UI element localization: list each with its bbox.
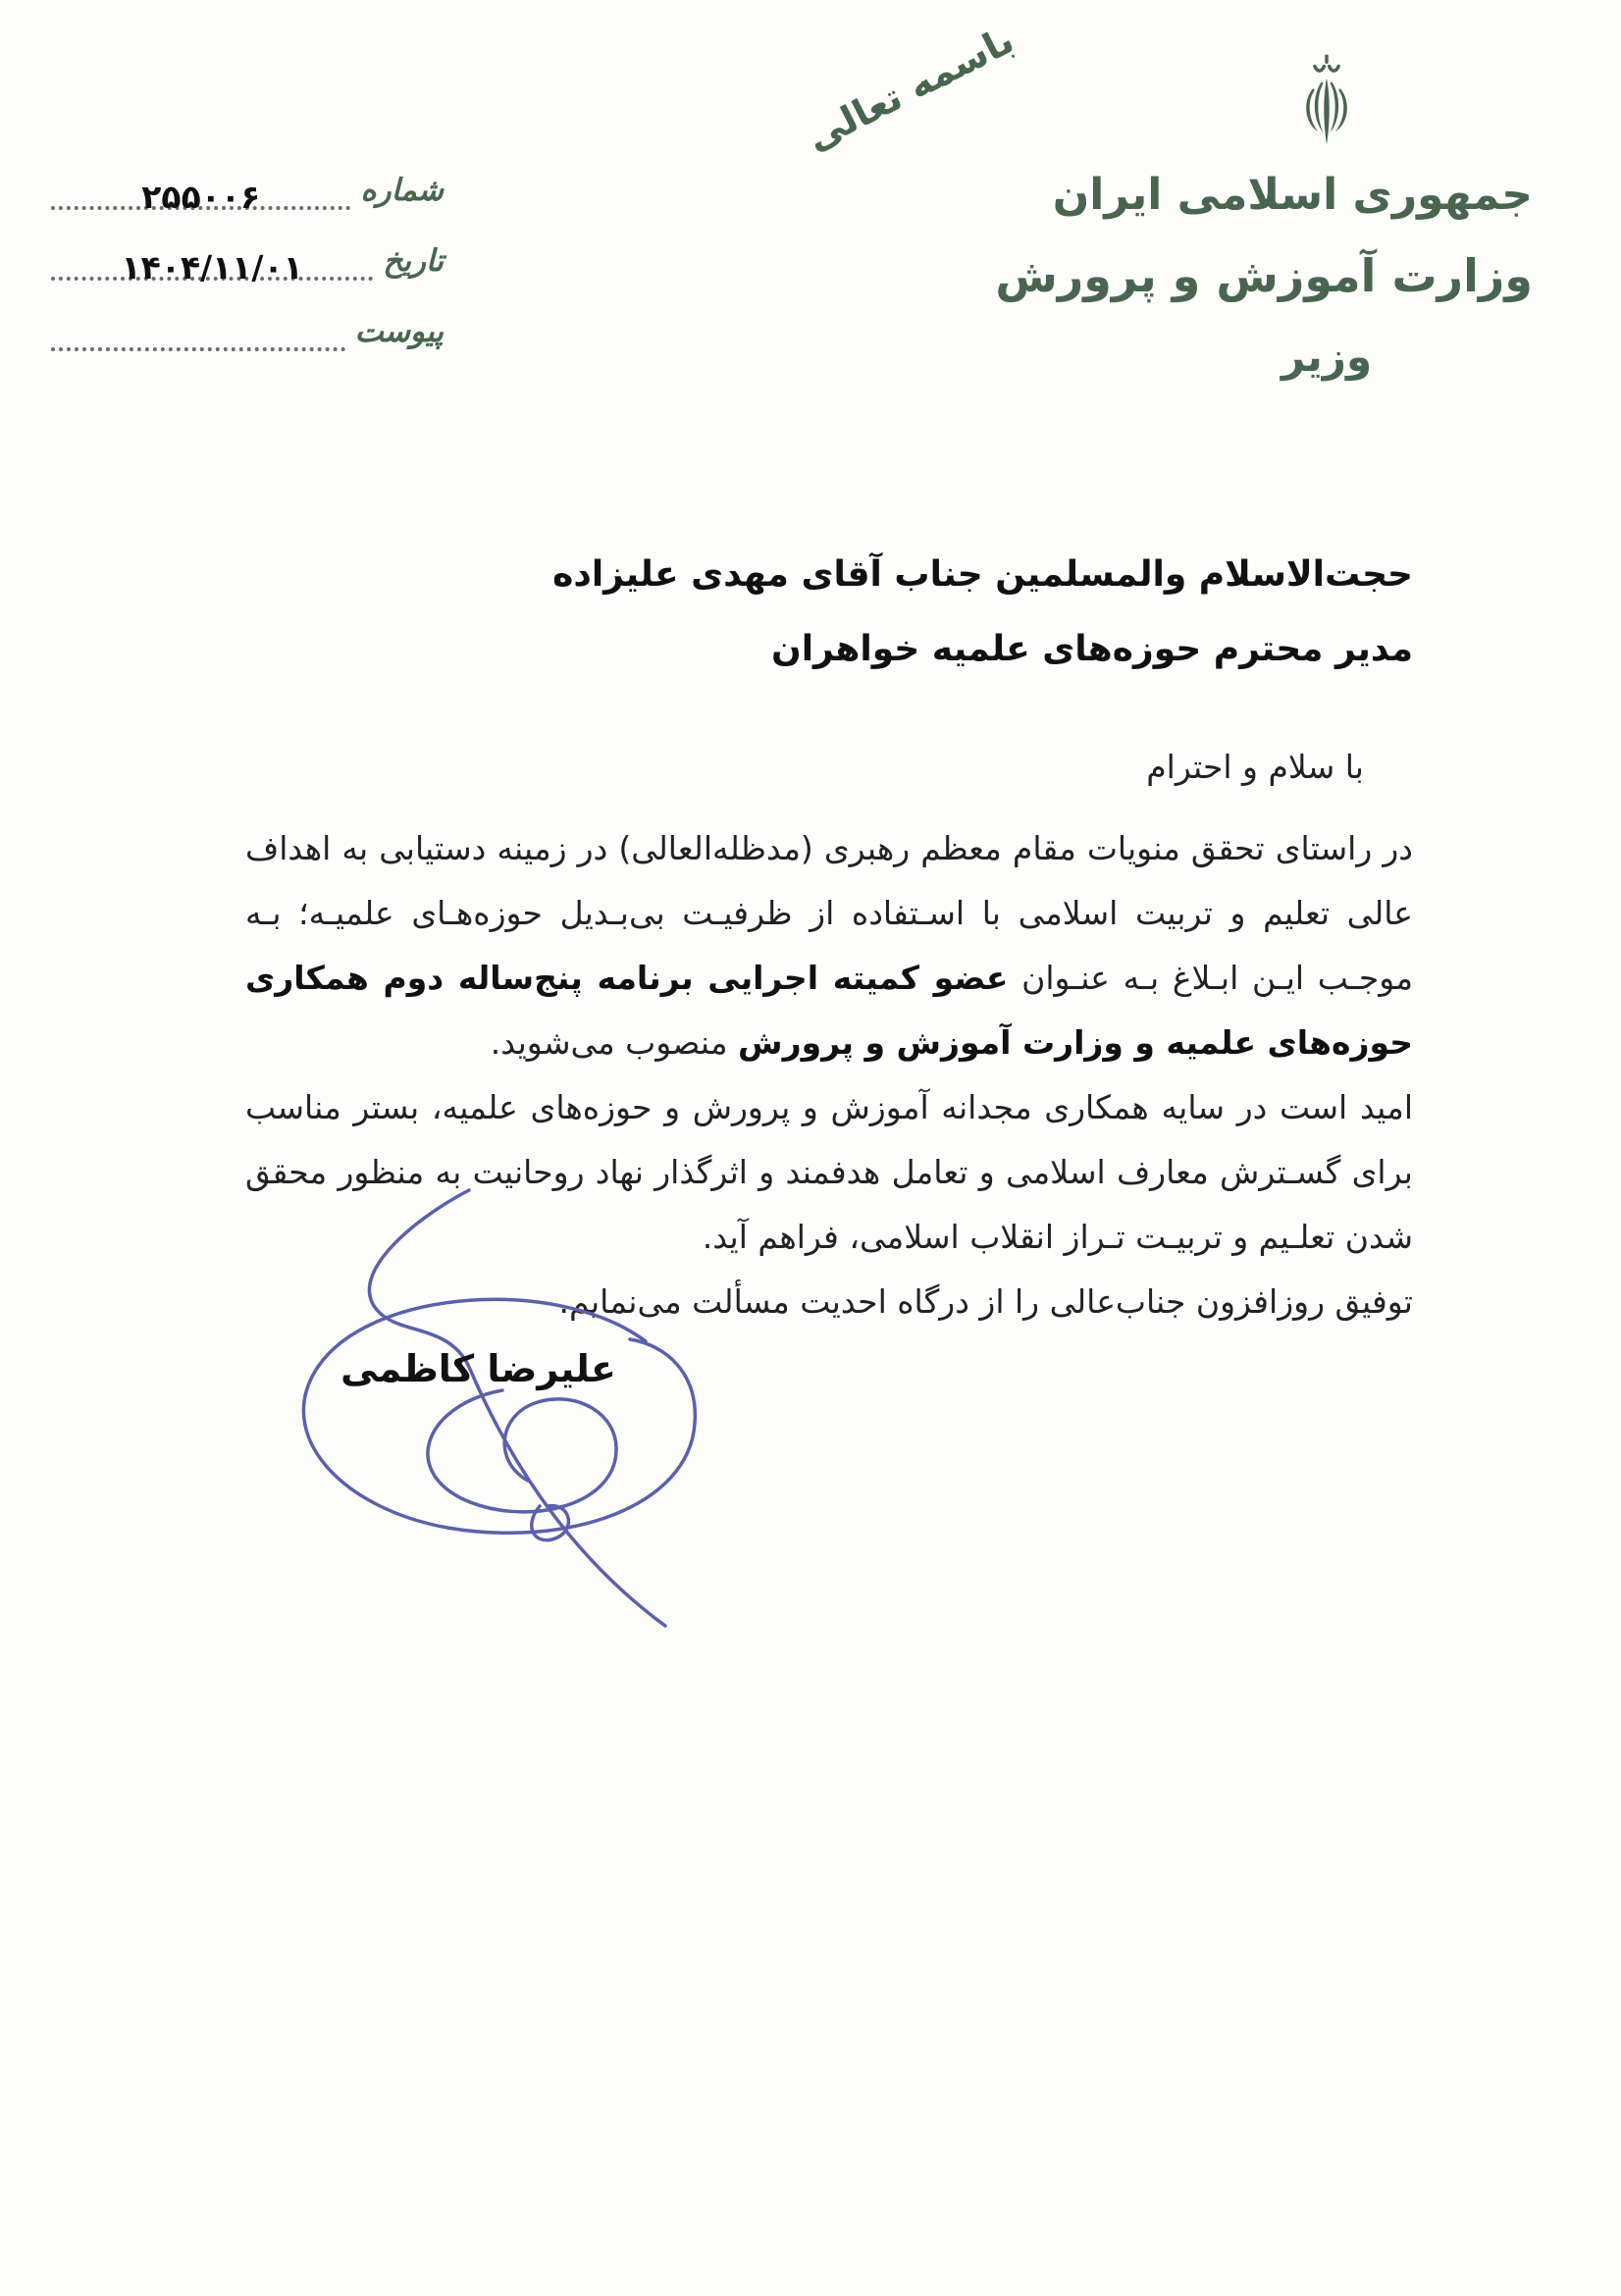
gov-office-title: وزیر [1281,333,1373,381]
letter-meta-fields [51,139,444,351]
salutation-line: با سلام و احترام [1146,748,1364,786]
letter-number-value: ۲۵۵۰۰۶ [141,178,261,216]
signature-flourish-icon [245,1182,736,1644]
letter-number-dotted-line [51,161,350,216]
gov-ministry-title: وزارت آموزش و پرورش [995,249,1533,302]
hope-paragraph: امید است در سایه همکاری مجدانه آموزش و پرورش و حوزه‌های علمیه، بستر مناسب برای گسـترش معارف اسلامی و تعامل هدفمند و اثرگذار نهاد روحانیت به منظور محقق شدن تعلـیم و تربیـت تـراز انقلاب اسلامی، فراهم آید. [245,1088,1413,1256]
recipient-block [245,538,1413,687]
letter-date-value: ۱۴۰۴/۱۱/۰۱ [121,248,303,287]
letter-attachment-row [51,281,444,351]
letter-number-label: شماره [360,173,444,208]
bismillah-calligraphy: باسمه تعالی [799,18,1020,160]
recipient-title-line: مدیر محترم حوزه‌های علمیه خواهران [770,629,1413,669]
gov-country-title: جمهوری اسلامی ایران [1052,170,1533,220]
appointment-paragraph [245,816,1413,1075]
letter-date-dotted-line [51,232,373,287]
recipient-name-line: حجت‌الاسلام والمسلمین جناب آقای مهدی علیزاده [552,554,1413,595]
appointment-text-start: در راستای تحقق منویات مقام معظم رهبری (مدظله‌العالی) در زمینه دستیابی به اهداف عالی تعلیم و تربیت اسلامی با اسـتفاده از ظرفیـت بی‌بـدیل حوزه‌هـای علمیـه؛ بـه موجـب ایـن ابـلاغ بـه عنـوان [245,829,1413,997]
iran-allah-emblem-icon [1274,51,1380,153]
letter-number-row [51,139,444,216]
government-header [995,51,1533,396]
appointment-role-bold: عضو کمیته اجرایی برنامه پنج‌ساله دوم همکاری حوزه‌های علمیه و وزارت آموزش و پرورش [245,959,1413,1062]
letter-date-row [51,210,444,287]
appointment-text-end: منصوب می‌شوید. [490,1023,739,1062]
closing-wish-line: توفیق روزافزون جناب‌عالی را از درگاه احدیت مسألت می‌نمایم. [558,1282,1413,1321]
letter-date-label: تاریخ [383,243,444,279]
signature-block [245,1182,736,1644]
letter-attachment-dotted-line [51,302,345,351]
letter-attachment-label: پیوست [354,314,444,349]
signer-name: علیرضا کاظمی [340,1347,616,1390]
